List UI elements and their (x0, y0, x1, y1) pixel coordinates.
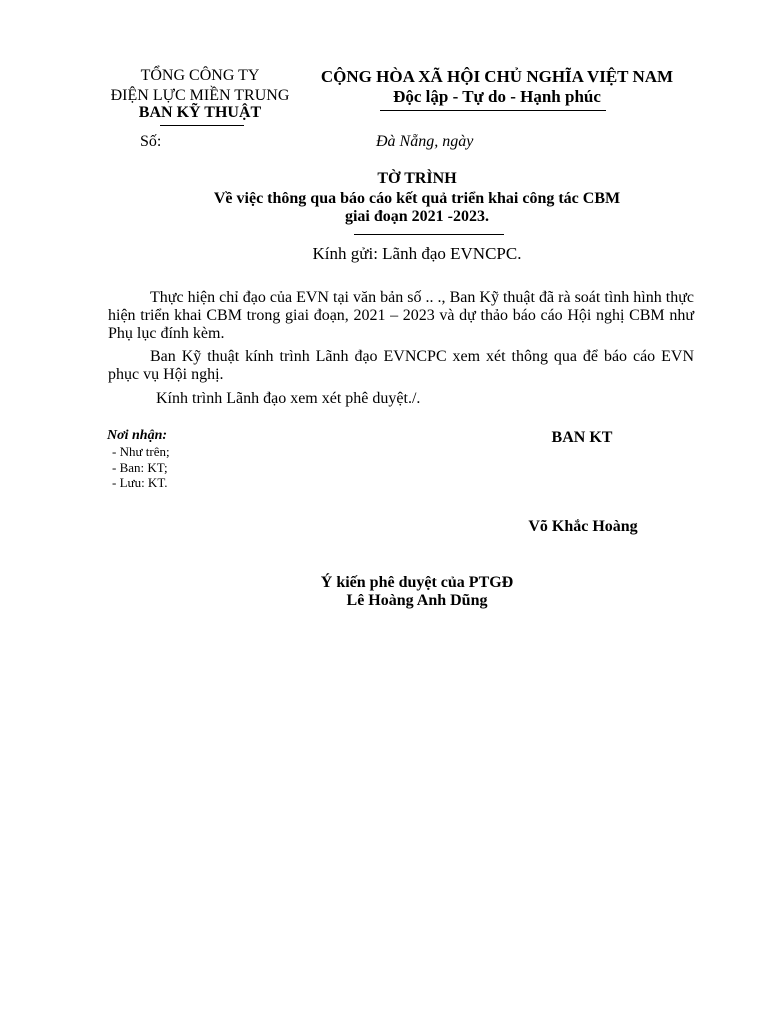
document-number-label: Số: (140, 133, 162, 150)
approval-title: Ý kiến phê duyệt của PTGĐ (320, 574, 514, 591)
subject-line-1: Về việc thông qua báo cáo kết quả triển khai công tác CBM (213, 190, 621, 207)
body-paragraph-1: Thực hiện chỉ đạo của EVN tại văn bản số .. ., Ban Kỹ thuật đã rà soát tình hình thực hiện triển khai CBM trong giai đoạn, 2021 – 2023 và dự thảo báo cáo Hội nghị CBM như Phụ lục đính kèm. (108, 289, 694, 342)
place-date: Đà Nẵng, ngày (376, 133, 474, 150)
national-title: CỘNG HÒA XÃ HỘI CHỦ NGHĨA VIỆT NAM (320, 67, 674, 86)
approver-name: Lê Hoàng Anh Dũng (346, 592, 488, 609)
signature-unit: BAN KT (551, 429, 613, 446)
org-name-line1: TỔNG CÔNG TY (140, 67, 260, 84)
national-motto: Độc lập - Tự do - Hạnh phúc (393, 87, 601, 106)
recipient-line: Kính gửi: Lãnh đạo EVNCPC. (312, 244, 522, 263)
subject-line-2: giai đoạn 2021 -2023. (344, 208, 489, 225)
body-paragraph-2: Ban Kỹ thuật kính trình Lãnh đạo EVNCPC xem xét thông qua để báo cáo EVN phục vụ Hội nghị. (108, 348, 694, 383)
org-department: BAN KỸ THUẬT (138, 104, 262, 121)
signer-name: Võ Khắc Hoàng (528, 518, 638, 535)
document-type-title: TỜ TRÌNH (377, 170, 457, 187)
recipient-item: - Lưu: KT. (112, 475, 168, 490)
body-paragraph-3: Kính trình Lãnh đạo xem xét phê duyệt./. (156, 390, 421, 407)
recipient-item: - Ban: KT; (112, 460, 168, 475)
org-underline-divider (160, 125, 244, 126)
recipient-item: - Như trên; (112, 444, 170, 459)
motto-underline-divider (380, 110, 606, 111)
title-underline-divider (354, 234, 504, 235)
recipients-label: Nơi nhận: (107, 428, 168, 443)
org-name-line2: ĐIỆN LỰC MIỀN TRUNG (110, 87, 290, 104)
